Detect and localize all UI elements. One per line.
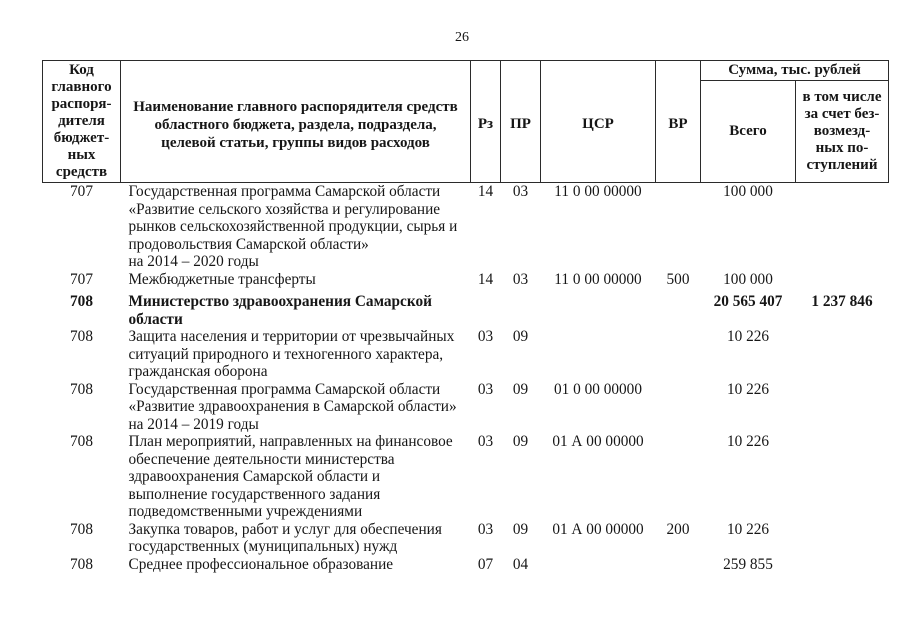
name-cell xyxy=(121,521,471,556)
table-header xyxy=(43,61,889,183)
table-row xyxy=(43,381,889,434)
rz-cell: 14 xyxy=(477,270,494,288)
name-cell xyxy=(121,271,471,289)
header-gratuitous-line: в том числе xyxy=(802,89,882,105)
vr-cell xyxy=(656,556,701,574)
vr-cell xyxy=(656,381,701,434)
vr-cell: 500 xyxy=(666,270,690,288)
gratuitous-cell xyxy=(796,521,889,556)
code-cell: 707 xyxy=(70,183,93,200)
header-total: Всего xyxy=(701,81,796,183)
csr-cell: 11 0 00 00000 xyxy=(554,270,642,288)
name-cell xyxy=(121,183,471,271)
row-name-line: гражданская оборона xyxy=(128,363,268,380)
header-code-line: Код xyxy=(69,62,94,78)
header-code xyxy=(43,61,121,183)
name-cell xyxy=(121,328,471,381)
total-cell: 100 000 xyxy=(723,270,773,288)
table-row xyxy=(43,271,889,289)
row-name-line: на 2014 – 2019 годы xyxy=(128,415,259,433)
header-name xyxy=(121,61,471,183)
header-row xyxy=(43,61,889,81)
csr-cell: 01 0 00 00000 xyxy=(554,380,642,398)
header-code-line: ных xyxy=(67,147,96,163)
name-cell xyxy=(121,381,471,434)
row-name-line: Межбюджетные трансферты xyxy=(128,270,316,288)
budget-table xyxy=(42,60,889,573)
header-name-line: областного бюджета, раздела, подраздела, xyxy=(154,116,437,133)
rz-cell: 03 xyxy=(477,380,494,398)
csr-cell xyxy=(541,556,656,574)
pr-cell: 09 xyxy=(512,433,529,450)
rz-cell: 14 xyxy=(477,183,494,200)
vr-cell xyxy=(656,433,701,521)
row-name-line: Государственная программа Самарской области xyxy=(128,380,441,398)
name-cell xyxy=(121,288,471,328)
rz-cell xyxy=(471,288,501,328)
vr-cell xyxy=(656,328,701,381)
table-body xyxy=(43,183,889,574)
pr-cell: 03 xyxy=(512,183,529,200)
header-code-line: дителя xyxy=(58,113,105,129)
row-name-line: ситуаций природного и техногенного характера, xyxy=(128,345,444,363)
total-cell: 10 226 xyxy=(726,433,770,450)
vr-cell: 200 xyxy=(666,520,690,538)
gratuitous-cell xyxy=(796,271,889,289)
row-name-line: продовольствия Самарской области» xyxy=(128,235,369,253)
header-code-line: главного xyxy=(51,79,112,95)
total-cell: 20 565 407 xyxy=(713,293,783,310)
code-cell: 708 xyxy=(70,433,93,450)
header-gratuitous-line: возмезд- xyxy=(813,123,871,139)
header-code-line: бюджет- xyxy=(53,130,110,146)
header-sum-title: Сумма, тыс. рублей xyxy=(701,61,889,81)
header-code-line: распоря- xyxy=(51,96,112,112)
rz-cell: 03 xyxy=(477,433,494,450)
pr-cell: 03 xyxy=(512,270,529,288)
row-name-line: Государственная программа Самарской области xyxy=(128,183,441,200)
table-row xyxy=(43,328,889,381)
table-row xyxy=(43,521,889,556)
table-row xyxy=(43,556,889,574)
csr-cell: 01 А 00 00000 xyxy=(552,520,644,538)
gratuitous-cell xyxy=(796,328,889,381)
gratuitous-cell xyxy=(796,556,889,574)
total-cell: 10 226 xyxy=(726,380,770,398)
rz-cell: 03 xyxy=(477,328,494,345)
page-number: 26 xyxy=(455,30,469,45)
table-row xyxy=(43,288,889,328)
code-cell: 708 xyxy=(70,293,93,310)
row-name-line: План мероприятий, направленных на финансовое xyxy=(128,433,453,450)
code-cell: 707 xyxy=(70,270,93,288)
csr-cell: 11 0 00 00000 xyxy=(554,183,642,200)
row-name-line: здравоохранения Самарской области и xyxy=(128,468,381,485)
row-name-line: государственных (муниципальных) нужд xyxy=(128,538,398,555)
header-vr: ВР xyxy=(656,61,701,183)
row-name-line: «Развитие здравоохранения в Самарской области» xyxy=(128,398,457,415)
table-row xyxy=(43,433,889,521)
pr-cell: 09 xyxy=(512,520,529,538)
pr-cell: 04 xyxy=(512,555,529,573)
row-name-line: Защита населения и территории от чрезвычайных xyxy=(128,328,455,345)
header-gratuitous-line: за счет без- xyxy=(804,106,880,122)
gratuitous-cell xyxy=(796,433,889,521)
row-name-line: выполнение государственного задания xyxy=(128,485,381,503)
header-rz: Рз xyxy=(471,61,501,183)
header-code-line: средств xyxy=(55,164,108,180)
vr-cell xyxy=(656,183,701,271)
code-cell: 708 xyxy=(70,328,93,345)
csr-cell: 01 А 00 00000 xyxy=(552,433,644,450)
row-name-line: рынков сельскохозяйственной продукции, сырья и xyxy=(128,218,458,235)
total-cell: 259 855 xyxy=(723,555,773,573)
row-name-line: Министерство здравоохранения Самарской xyxy=(128,293,432,310)
total-cell: 10 226 xyxy=(726,520,770,538)
table-row xyxy=(43,183,889,271)
pr-cell: 09 xyxy=(512,328,529,345)
vr-cell xyxy=(656,288,701,328)
row-name-line: на 2014 – 2020 годы xyxy=(128,253,259,270)
header-csr: ЦСР xyxy=(541,61,656,183)
gratuitous-cell xyxy=(796,381,889,434)
pr-cell: 09 xyxy=(512,380,529,398)
row-name-line: области xyxy=(128,310,183,328)
gratuitous-cell: 1 237 846 xyxy=(811,293,873,310)
header-gratuitous-line: ных по- xyxy=(815,140,869,156)
rz-cell: 03 xyxy=(477,520,494,538)
row-name-line: «Развитие сельского хозяйства и регулирование xyxy=(128,200,441,218)
gratuitous-cell xyxy=(796,183,889,271)
header-name-line: Наименование главного распорядителя средств xyxy=(133,98,458,115)
code-cell: 708 xyxy=(70,520,93,538)
code-cell: 708 xyxy=(70,555,93,573)
row-name-line: Среднее профессиональное образование xyxy=(128,555,394,573)
csr-cell xyxy=(541,328,656,381)
header-name-line: целевой статьи, группы видов расходов xyxy=(161,134,430,151)
row-name-line: Закупка товаров, работ и услуг для обеспечения xyxy=(128,520,442,538)
row-name-line: подведомственными учреждениями xyxy=(128,503,363,520)
name-cell xyxy=(121,556,471,574)
csr-cell xyxy=(541,288,656,328)
code-cell: 708 xyxy=(70,380,93,398)
rz-cell: 07 xyxy=(477,555,494,573)
name-cell xyxy=(121,433,471,521)
total-cell: 100 000 xyxy=(723,183,773,200)
header-gratuitous xyxy=(796,81,889,183)
header-gratuitous-line: ступлений xyxy=(806,157,878,173)
total-cell: 10 226 xyxy=(726,328,770,345)
row-name-line: обеспечение деятельности министерства xyxy=(128,450,395,468)
header-pr: ПР xyxy=(501,61,541,183)
pr-cell xyxy=(501,288,541,328)
